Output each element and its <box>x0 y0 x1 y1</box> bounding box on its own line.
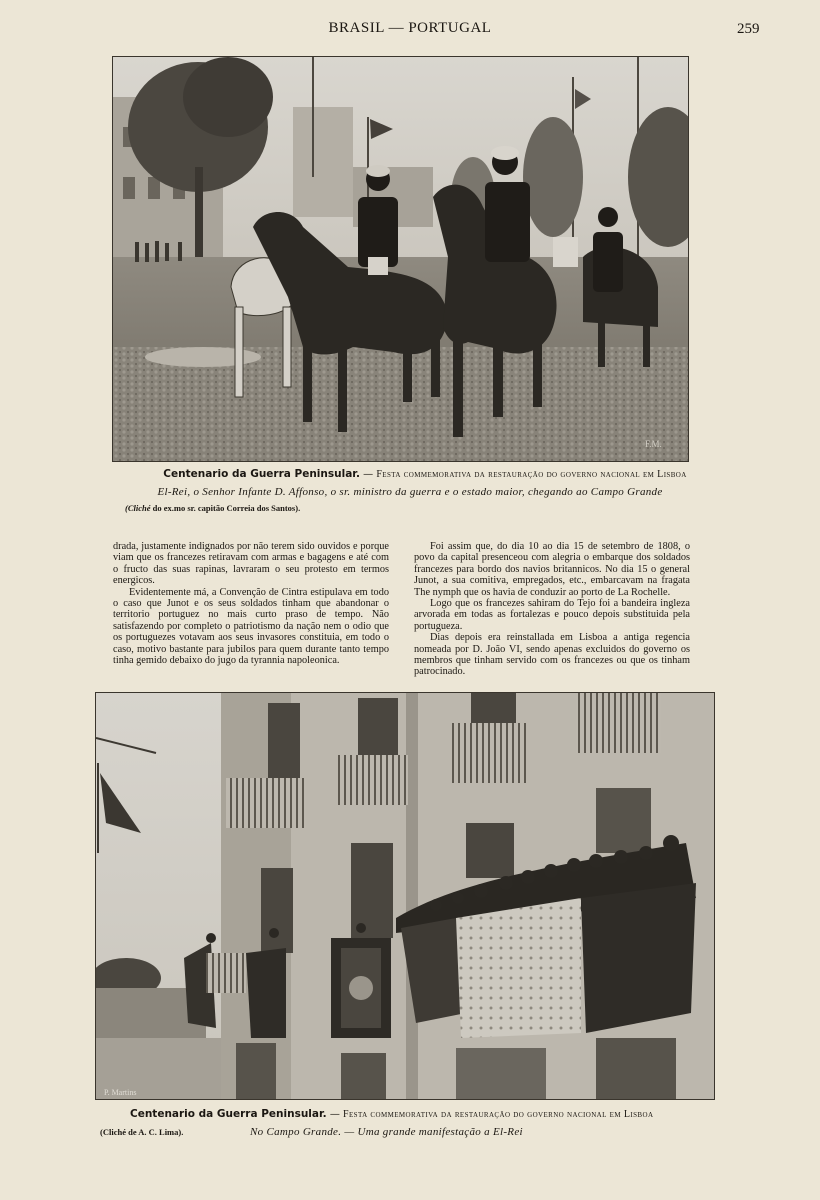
photo-cavalry-procession <box>112 56 689 462</box>
caption-top-credit: (Cliché do ex.mo sr. capitão Correia dos Santos). <box>125 503 301 513</box>
caption-top-description: El-Rei, o Senhor Infante D. Affonso, o sr. ministro da guerra e o estado maior, chegando ao Campo Grande <box>157 486 663 498</box>
article-paragraph: Dias depois era reinstallada em Lisboa a antiga regencia nomeada por D. João VI, sendo apenas excluidos do governo os membros que tinham servido com os francezes ou que os tinham patrocinado. <box>414 632 690 678</box>
caption-top-heading: Centenario da Guerra Peninsular. <box>163 468 360 480</box>
caption-bottom-heading: Centenario da Guerra Peninsular. <box>130 1108 327 1120</box>
article-paragraph: Evidentemente má, a Convenção de Cintra estipulava em todo o caso que Junot e os seus soldados tinham que abandonar o territorio portuguez no mais curto praso de tempo. Não satisfazendo por completo o patriotismo da nação nem o odio que os portuguezes votavam aos seus invasores constituia, em todo o caso, motivo bastante para jubilos para quem durante tanto tempo tinha gemido debaixo do jugo da tyrannia napoleonica. <box>113 586 389 667</box>
running-title: BRASIL — PORTUGAL <box>328 20 492 36</box>
caption-top-dash: — <box>359 469 377 480</box>
article-column-left <box>113 541 389 666</box>
caption-top <box>100 467 720 516</box>
balcony-photo-illustration <box>96 693 714 1099</box>
caption-bottom-dash: — <box>326 1109 344 1120</box>
photo-signature: P. Martins <box>104 1088 137 1097</box>
cavalry-photo-illustration <box>113 57 688 461</box>
article-paragraph: Foi assim que, do dia 10 ao dia 15 de setembro de 1808, o povo da capital presenceou com alegria o embarque dos soldados francezes para bordo dos navios britannicos. No dia 15 o general Junot, a sua comitiva, empregados, etc., embarcavam na fragata The nymph que os havia de conduzir ao porto de La Rochelle. <box>414 541 690 598</box>
article-paragraph: Logo que os francezes sahiram do Tejo foi a bandeira ingleza arvorada em todas as fortalezas e pouco depois substituida pela portugueza. <box>414 598 690 632</box>
running-head <box>0 20 820 40</box>
caption-bottom-credit: (Cliché de A. C. Lima). <box>100 1127 184 1137</box>
caption-bottom-subtitle: Festa commemorativa da restauração do governo nacional em Lisboa <box>343 1109 654 1120</box>
photo-signature: F.M. <box>645 439 662 449</box>
article-column-right <box>414 541 690 678</box>
caption-top-subtitle: Festa commemorativa da restauração do governo nacional em Lisboa <box>376 469 687 480</box>
article-paragraph: drada, justamente indignados por não terem sido ouvidos e porque viam que os francezes retiravam com armas e bagagens e até com o fructo das suas rapinas, lavraram o seu protesto em termos energicos. <box>113 541 389 587</box>
photo-balcony-crowd <box>95 692 715 1100</box>
caption-bottom-description: No Campo Grande. — Uma grande manifestação a El-Rei <box>250 1126 523 1138</box>
page-number: 259 <box>737 21 760 37</box>
caption-bottom <box>100 1107 720 1140</box>
